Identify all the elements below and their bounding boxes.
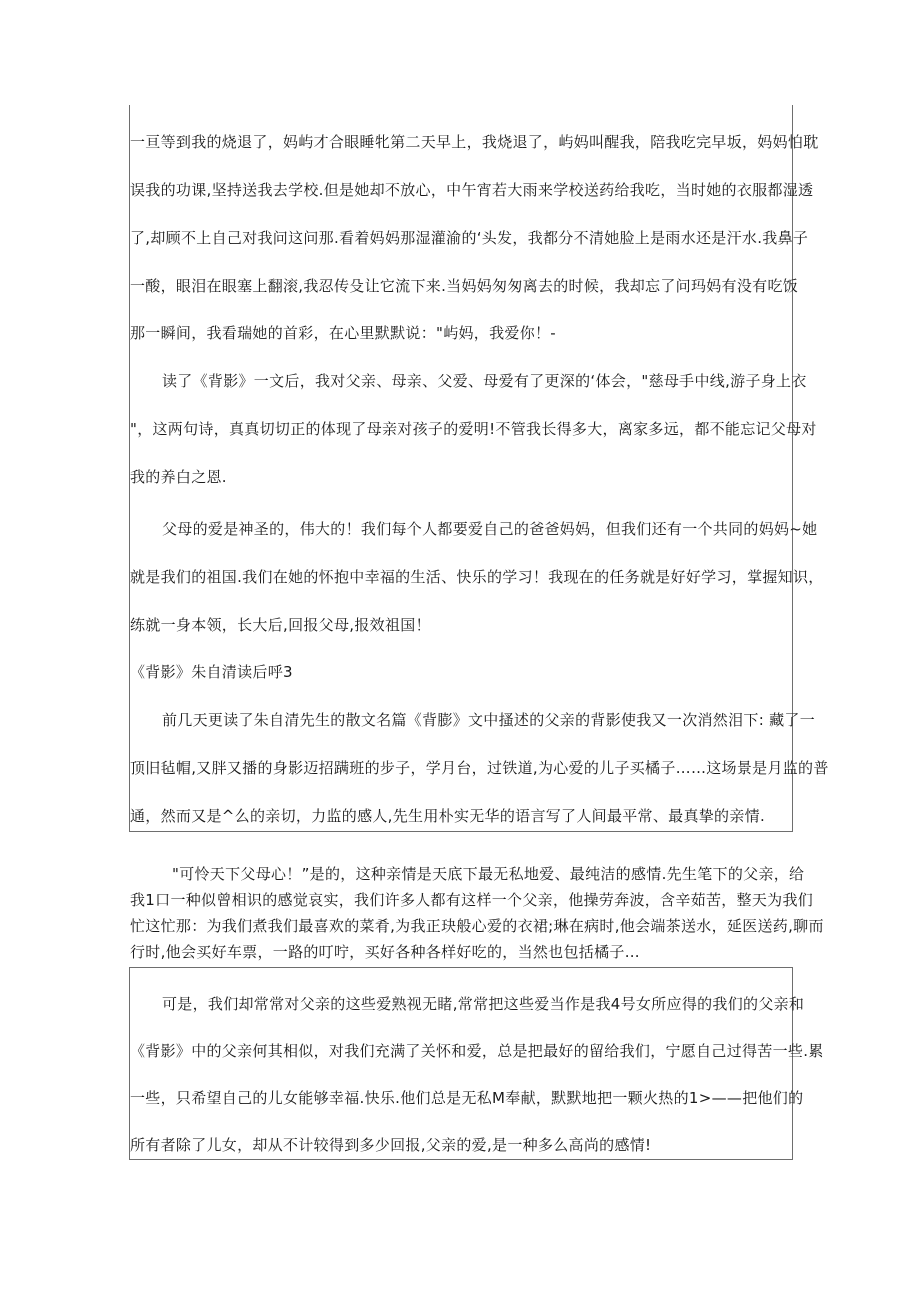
paragraph-line: 误我的功课,坚持送我去学校.但是她却不放心，中午宵若大雨来学校送药给我吃，当时她的衣服都湿透 (130, 181, 814, 199)
paragraph-line: 一亘等到我的烧退了，妈屿才合眼睡牝第二天早上，我烧退了，屿妈叫醒我，陪我吃完早坂，妈妈怕耽 (130, 133, 819, 151)
paragraph-line: 忙这忙那：为我们煮我们最喜欢的菜肴,为我正玦般心爱的衣裙;琳在病时,他会端茶送水，延医送药,聊而 (130, 917, 824, 935)
paragraph-line: 行时,他会买好车票，一路的叮咛，买好各种各样好吃的，当然也包括橘子… (130, 943, 640, 961)
paragraph-line: 那一瞬间，我看瑞她的首彩，在心里默默说："屿妈，我爱你！- (130, 324, 557, 342)
paragraph-line: 就是我们的祖国.我们在她的怀抱中幸福的生活、快乐的学习！我现在的任务就是好好学习，掌握知识， (130, 568, 824, 586)
paragraph-line: 一些，只希望自己的儿女能够幸福.快乐.他们总是无私M奉献，默默地把一颗火热的1>——把他们的 (130, 1089, 804, 1107)
paragraph-line: 可是，我们却常常对父亲的这些爱熟视无睹,常常把这些爱当作是我4号女所应得的我们的父亲和 (162, 995, 805, 1013)
section-heading: 《背影》朱自清读后呼3 (130, 663, 293, 681)
paragraph-line: 读了《背影》一文后，我对父亲、母亲、父爱、母爱有了更深的‘体会，"慈母手中线,游子身上衣 (162, 372, 807, 390)
paragraph-line: "可怜天下父母心！”是的，这种亲情是天底下最无私地爱、最纯洁的感情.先生笔下的父亲，给 (172, 865, 805, 883)
paragraph-line: 顶旧毡帽,又胖又播的身影迈招蹒班的步子，学月台，过铁道,为心爱的儿子买橘子……这场景是月监的普 (130, 759, 829, 777)
paragraph-line: 了,却顾不上自己对我问这问那.看着妈妈那湿灌渝的‘头发，我都分不清她脸上是雨水还是汗水.我鼻子 (130, 229, 809, 247)
paragraph-line: 《背影》中的父亲何其相似，对我们充满了关怀和爱，总是把最好的留给我们，宁愿自己过得苦一些.累 (130, 1042, 824, 1060)
paragraph-line: 前几天更读了朱自清先生的散文名篇《背膨》文中搔述的父亲的背影使我又一次消然泪下: 藏了一 (162, 711, 816, 729)
paragraph-line: 一酸，眼泪在眼塞上翻滚,我忍传殳让它流下来.当妈妈匆匆离去的时候，我却忘了问玛妈有没有吃饭 (130, 277, 799, 295)
paragraph-line: 父母的爱是神圣的，伟大的！我们每个人都要爱自己的爸爸妈妈，但我们还有一个共同的妈妈~她 (162, 520, 818, 538)
paragraph-line: 我1口一种似曾相识的感觉哀实，我们许多人都有这样一个父亲，他操劳奔波，含辛茹苦，整天为我们 (130, 891, 814, 909)
paragraph-line: 通，然而又是^么的亲切，力监的感人,先生用朴实无华的语言写了人间最平常、最真挚的亲情. (130, 807, 766, 825)
paragraph-line: 练就一身本领，长大后,回报父母,报效祖国！ (130, 616, 431, 634)
paragraph-line: 我的养白之恩. (130, 468, 227, 486)
paragraph-line: "，这两句诗，真真切切正的体现了母亲对孩子的爱明!不管我长得多大，离家多远，都不能忘记父母对 (130, 420, 817, 438)
paragraph-line: 所有者除了儿女，却从不计较得到多少回报,父亲的爱,是一种多么高尚的感情! (130, 1136, 652, 1154)
